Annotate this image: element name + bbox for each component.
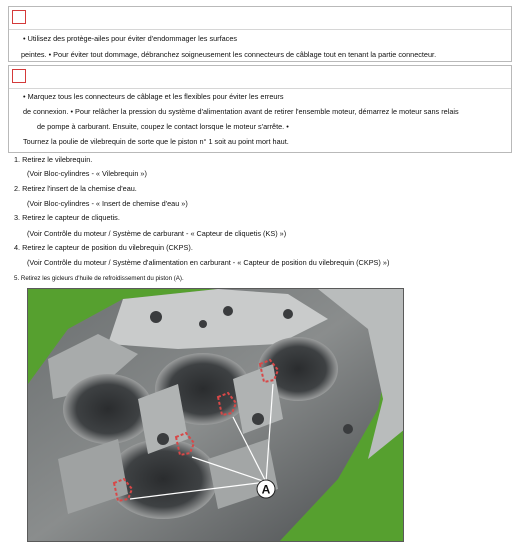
step-3: 3. Retirez le capteur de cliquetis. [14,213,120,222]
caution-header [9,66,511,89]
step-2: 2. Retirez l'insert de la chemise d'eau. [14,184,137,193]
step-4: 4. Retirez le capteur de position du vilebrequin (CKPS). [14,243,193,252]
engine-block-photo [27,288,404,542]
step-5: 5. Retirez les gicleurs d'huile de refroidissement du piston (A). [14,275,184,282]
caution-line: • Utilisez des protège-ailes pour éviter d'endommager les surfaces [23,34,238,43]
caution-line: Tournez la poulie de vilebrequin de sorte que le piston n° 1 soit au point mort haut. [23,137,289,146]
caution-line: de connexion. • Pour relâcher la pression du système d'alimentation avant de retirer l'ensemble moteur, démarrez le moteur sans relais [23,107,459,116]
caution-line: peintes. • Pour éviter tout dommage, débranchez soigneusement les connecteurs de câblage tout en tenant la partie connecteur. [21,50,437,59]
warning-box-icon [12,10,26,24]
step-2-reference[interactable]: (Voir Bloc-cylindres - « Insert de chemise d'eau ») [27,199,188,208]
warning-box-icon [12,69,26,83]
callout-label-a: A [261,482,271,497]
step-3-reference[interactable]: (Voir Contrôle du moteur / Système de carburant - « Capteur de cliquetis (KS) ») [27,229,287,238]
caution-line: • Marquez tous les connecteurs de câblage et les flexibles pour éviter les erreurs [23,92,284,101]
caution-note-2 [8,65,512,153]
step-1: 1. Retirez le vilebrequin. [14,155,93,164]
caution-line: de pompe à carburant. Ensuite, coupez le contact lorsque le moteur s'arrête. • [37,122,289,131]
step-4-reference[interactable]: (Voir Contrôle du moteur / Système d'alimentation en carburant - « Capteur de position du vilebrequin (CKPS) ») [27,258,390,267]
caution-note-1 [8,6,512,62]
engine-block-illustration [28,289,404,542]
step-1-reference[interactable]: (Voir Bloc-cylindres - « Vilebrequin ») [27,169,147,178]
caution-header [9,7,511,30]
